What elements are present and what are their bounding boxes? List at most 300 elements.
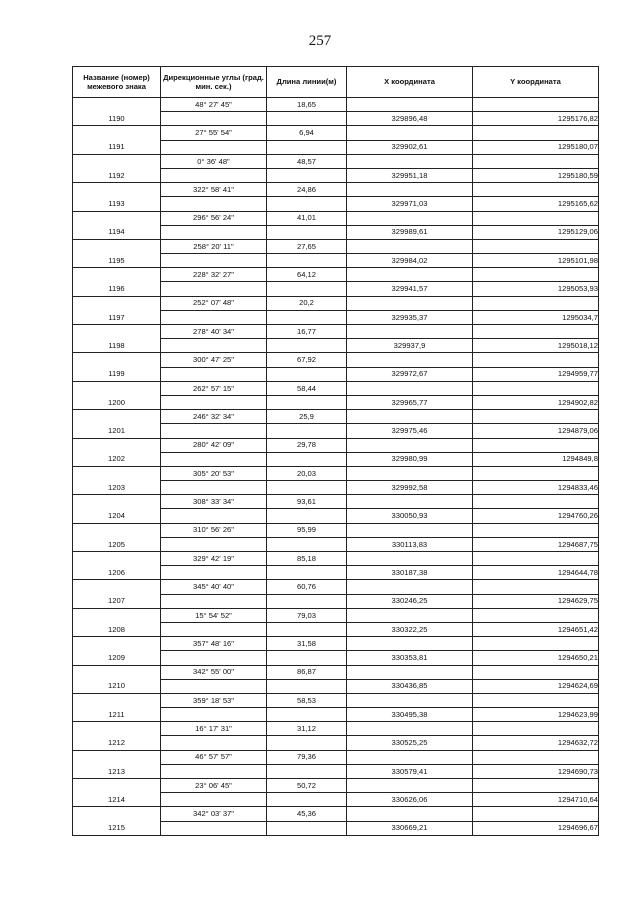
- cell-x: 330579,41: [347, 764, 473, 778]
- point-row: [73, 764, 599, 778]
- cell-x: 330113,83: [347, 537, 473, 551]
- cell-name: 1197: [73, 310, 161, 324]
- cell-angle: 228° 32' 27": [161, 268, 267, 282]
- cell-angle: 258° 20' 11": [161, 239, 267, 253]
- cell-y: 1294710,64: [473, 793, 599, 807]
- cell-name: 1205: [73, 537, 161, 551]
- cell-x: [347, 495, 473, 509]
- cell-angle: 300° 47' 25": [161, 353, 267, 367]
- cell-y: 1294651,42: [473, 622, 599, 636]
- cell-name: [73, 608, 161, 622]
- cell-name: [73, 779, 161, 793]
- cell-angle: 296° 56' 24": [161, 211, 267, 225]
- cell-angle: [161, 594, 267, 608]
- cell-name: 1200: [73, 395, 161, 409]
- segment-row: [73, 807, 599, 821]
- cell-angle: [161, 112, 267, 126]
- cell-length: 79,36: [267, 750, 347, 764]
- cell-x: [347, 523, 473, 537]
- cell-name: [73, 154, 161, 168]
- segment-row: [73, 750, 599, 764]
- cell-x: 329975,46: [347, 424, 473, 438]
- point-row: [73, 566, 599, 580]
- cell-length: [267, 424, 347, 438]
- cell-name: 1207: [73, 594, 161, 608]
- cell-x: 330187,38: [347, 566, 473, 580]
- cell-name: 1194: [73, 225, 161, 239]
- cell-x: 329937,9: [347, 339, 473, 353]
- cell-name: 1195: [73, 254, 161, 268]
- cell-y: 1294629,75: [473, 594, 599, 608]
- cell-y: [473, 325, 599, 339]
- cell-length: [267, 566, 347, 580]
- cell-name: 1193: [73, 197, 161, 211]
- cell-length: [267, 395, 347, 409]
- cell-y: 1294650,21: [473, 651, 599, 665]
- cell-y: [473, 807, 599, 821]
- cell-x: [347, 239, 473, 253]
- cell-name: [73, 807, 161, 821]
- point-row: [73, 821, 599, 835]
- cell-length: [267, 821, 347, 835]
- cell-length: [267, 140, 347, 154]
- cell-x: [347, 410, 473, 424]
- cell-x: 329896,48: [347, 112, 473, 126]
- cell-name: [73, 722, 161, 736]
- cell-angle: [161, 793, 267, 807]
- cell-angle: 262° 57' 15": [161, 381, 267, 395]
- cell-length: 45,36: [267, 807, 347, 821]
- cell-y: [473, 410, 599, 424]
- cell-name: [73, 410, 161, 424]
- cell-y: [473, 693, 599, 707]
- cell-name: [73, 552, 161, 566]
- cell-length: 48,57: [267, 154, 347, 168]
- cell-angle: [161, 736, 267, 750]
- cell-angle: 48° 27' 45": [161, 98, 267, 112]
- cell-x: [347, 296, 473, 310]
- cell-name: [73, 381, 161, 395]
- cell-length: [267, 339, 347, 353]
- cell-y: 1294833,46: [473, 481, 599, 495]
- cell-angle: 310° 56' 26": [161, 523, 267, 537]
- cell-y: [473, 495, 599, 509]
- table-header-row: [73, 67, 599, 98]
- cell-length: 58,53: [267, 693, 347, 707]
- segment-row: [73, 296, 599, 310]
- point-row: [73, 736, 599, 750]
- segment-row: [73, 268, 599, 282]
- cell-y: [473, 552, 599, 566]
- cell-name: 1198: [73, 339, 161, 353]
- point-row: [73, 679, 599, 693]
- cell-length: [267, 112, 347, 126]
- cell-name: [73, 665, 161, 679]
- cell-x: 330626,06: [347, 793, 473, 807]
- point-row: [73, 310, 599, 324]
- segment-row: [73, 466, 599, 480]
- cell-angle: [161, 140, 267, 154]
- point-row: [73, 651, 599, 665]
- cell-length: 6,94: [267, 126, 347, 140]
- cell-name: [73, 523, 161, 537]
- cell-x: [347, 580, 473, 594]
- cell-x: 329951,18: [347, 168, 473, 182]
- cell-angle: 252° 07' 48": [161, 296, 267, 310]
- cell-length: 93,61: [267, 495, 347, 509]
- cell-y: 1294623,99: [473, 708, 599, 722]
- cell-y: 1295018,12: [473, 339, 599, 353]
- cell-x: [347, 381, 473, 395]
- cell-y: 1294644,78: [473, 566, 599, 580]
- cell-length: [267, 764, 347, 778]
- cell-angle: [161, 452, 267, 466]
- cell-x: 329935,37: [347, 310, 473, 324]
- cell-length: [267, 708, 347, 722]
- cell-angle: 345° 40' 40": [161, 580, 267, 594]
- cell-y: 1294632,72: [473, 736, 599, 750]
- cell-angle: [161, 339, 267, 353]
- cell-angle: [161, 424, 267, 438]
- cell-x: 329902,61: [347, 140, 473, 154]
- cell-length: [267, 254, 347, 268]
- point-row: [73, 793, 599, 807]
- cell-y: [473, 296, 599, 310]
- cell-y: 1294624,69: [473, 679, 599, 693]
- cell-length: [267, 168, 347, 182]
- cell-name: [73, 693, 161, 707]
- cell-angle: [161, 566, 267, 580]
- cell-x: 329989,61: [347, 225, 473, 239]
- cell-x: 330669,21: [347, 821, 473, 835]
- point-row: [73, 594, 599, 608]
- cell-angle: [161, 282, 267, 296]
- cell-angle: 357° 48' 16": [161, 637, 267, 651]
- cell-x: [347, 722, 473, 736]
- cell-name: 1196: [73, 282, 161, 296]
- point-row: [73, 708, 599, 722]
- cell-angle: [161, 225, 267, 239]
- cell-name: 1190: [73, 112, 161, 126]
- cell-angle: [161, 509, 267, 523]
- cell-angle: 305° 20' 53": [161, 466, 267, 480]
- cell-length: [267, 225, 347, 239]
- cell-name: [73, 637, 161, 651]
- segment-row: [73, 495, 599, 509]
- cell-name: 1214: [73, 793, 161, 807]
- cell-length: [267, 651, 347, 665]
- cell-angle: [161, 537, 267, 551]
- cell-angle: [161, 764, 267, 778]
- cell-name: 1203: [73, 481, 161, 495]
- cell-length: [267, 793, 347, 807]
- segment-row: [73, 552, 599, 566]
- cell-y: [473, 268, 599, 282]
- segment-row: [73, 353, 599, 367]
- point-row: [73, 197, 599, 211]
- point-row: [73, 622, 599, 636]
- cell-x: 329971,03: [347, 197, 473, 211]
- point-row: [73, 254, 599, 268]
- cell-name: [73, 438, 161, 452]
- cell-angle: [161, 168, 267, 182]
- cell-angle: [161, 395, 267, 409]
- cell-length: 29,78: [267, 438, 347, 452]
- cell-y: [473, 211, 599, 225]
- segment-row: [73, 637, 599, 651]
- cell-x: 329965,77: [347, 395, 473, 409]
- cell-length: 85,18: [267, 552, 347, 566]
- point-row: [73, 225, 599, 239]
- cell-angle: 278° 40' 34": [161, 325, 267, 339]
- cell-y: 1294687,75: [473, 537, 599, 551]
- cell-length: [267, 736, 347, 750]
- cell-length: 79,03: [267, 608, 347, 622]
- cell-x: 329941,57: [347, 282, 473, 296]
- cell-name: 1208: [73, 622, 161, 636]
- cell-x: 330246,25: [347, 594, 473, 608]
- cell-length: 41,01: [267, 211, 347, 225]
- cell-y: 1295180,07: [473, 140, 599, 154]
- cell-name: 1191: [73, 140, 161, 154]
- cell-length: [267, 594, 347, 608]
- cell-x: [347, 779, 473, 793]
- cell-angle: 0° 36' 48": [161, 154, 267, 168]
- point-row: [73, 481, 599, 495]
- cell-length: [267, 622, 347, 636]
- cell-length: [267, 537, 347, 551]
- point-row: [73, 367, 599, 381]
- segment-row: [73, 126, 599, 140]
- cell-x: 330050,93: [347, 509, 473, 523]
- cell-x: [347, 466, 473, 480]
- segment-row: [73, 410, 599, 424]
- cell-length: [267, 197, 347, 211]
- cell-angle: 342° 55' 00": [161, 665, 267, 679]
- point-row: [73, 509, 599, 523]
- cell-name: 1204: [73, 509, 161, 523]
- cell-length: 64,12: [267, 268, 347, 282]
- cell-length: 60,76: [267, 580, 347, 594]
- cell-length: 50,72: [267, 779, 347, 793]
- cell-angle: [161, 367, 267, 381]
- cell-y: [473, 154, 599, 168]
- cell-y: [473, 665, 599, 679]
- segment-row: [73, 183, 599, 197]
- cell-angle: 342° 03' 37": [161, 807, 267, 821]
- cell-length: [267, 679, 347, 693]
- cell-y: [473, 381, 599, 395]
- cell-name: 1215: [73, 821, 161, 835]
- cell-x: 329984,02: [347, 254, 473, 268]
- cell-x: 330495,38: [347, 708, 473, 722]
- cell-y: 1294849,8: [473, 452, 599, 466]
- cell-angle: 27° 55' 54": [161, 126, 267, 140]
- cell-length: 25,9: [267, 410, 347, 424]
- cell-angle: [161, 821, 267, 835]
- cell-y: [473, 580, 599, 594]
- cell-y: 1295180,59: [473, 168, 599, 182]
- point-row: [73, 112, 599, 126]
- cell-angle: 46° 57' 57": [161, 750, 267, 764]
- cell-x: 329980,99: [347, 452, 473, 466]
- cell-y: [473, 183, 599, 197]
- cell-length: 27,65: [267, 239, 347, 253]
- cell-x: [347, 126, 473, 140]
- cell-name: 1213: [73, 764, 161, 778]
- cell-x: [347, 693, 473, 707]
- table-body: [73, 98, 599, 836]
- cell-x: 330353,81: [347, 651, 473, 665]
- cell-x: [347, 807, 473, 821]
- cell-length: [267, 481, 347, 495]
- cell-x: 330436,85: [347, 679, 473, 693]
- page-number: 257: [308, 33, 332, 49]
- cell-angle: [161, 254, 267, 268]
- point-row: [73, 537, 599, 551]
- cell-x: 329972,67: [347, 367, 473, 381]
- cell-y: 1294760,26: [473, 509, 599, 523]
- cell-angle: [161, 708, 267, 722]
- cell-y: [473, 608, 599, 622]
- cell-length: 31,12: [267, 722, 347, 736]
- segment-row: [73, 154, 599, 168]
- cell-length: 20,2: [267, 296, 347, 310]
- cell-y: 1294902,82: [473, 395, 599, 409]
- cell-length: 95,99: [267, 523, 347, 537]
- cell-y: [473, 98, 599, 112]
- cell-x: [347, 608, 473, 622]
- cell-angle: 280° 42' 09": [161, 438, 267, 452]
- segment-row: [73, 523, 599, 537]
- cell-x: [347, 154, 473, 168]
- cell-angle: [161, 679, 267, 693]
- cell-length: [267, 282, 347, 296]
- cell-x: [347, 552, 473, 566]
- cell-length: 86,87: [267, 665, 347, 679]
- header-name: Название (номер) межевого знака: [73, 67, 161, 98]
- cell-angle: 359° 18' 53": [161, 693, 267, 707]
- coordinates-table: [72, 66, 599, 836]
- cell-name: [73, 183, 161, 197]
- cell-name: [73, 325, 161, 339]
- cell-y: 1294879,06: [473, 424, 599, 438]
- segment-row: [73, 381, 599, 395]
- point-row: [73, 424, 599, 438]
- cell-name: 1199: [73, 367, 161, 381]
- cell-x: [347, 665, 473, 679]
- cell-name: [73, 126, 161, 140]
- cell-angle: 16° 17' 31": [161, 722, 267, 736]
- cell-name: 1192: [73, 168, 161, 182]
- cell-y: [473, 126, 599, 140]
- segment-row: [73, 211, 599, 225]
- segment-row: [73, 779, 599, 793]
- cell-y: 1294690,73: [473, 764, 599, 778]
- cell-name: [73, 353, 161, 367]
- cell-length: 67,92: [267, 353, 347, 367]
- cell-y: [473, 438, 599, 452]
- cell-length: 18,65: [267, 98, 347, 112]
- cell-y: 1294696,67: [473, 821, 599, 835]
- cell-y: [473, 722, 599, 736]
- cell-length: 58,44: [267, 381, 347, 395]
- header-length: Длина линии(м): [267, 67, 347, 98]
- point-row: [73, 282, 599, 296]
- cell-angle: 308° 33' 34": [161, 495, 267, 509]
- segment-row: [73, 580, 599, 594]
- cell-name: 1201: [73, 424, 161, 438]
- segment-row: [73, 693, 599, 707]
- cell-y: 1295053,93: [473, 282, 599, 296]
- cell-angle: 23° 06' 45": [161, 779, 267, 793]
- cell-name: [73, 296, 161, 310]
- point-row: [73, 168, 599, 182]
- cell-y: [473, 637, 599, 651]
- cell-y: [473, 466, 599, 480]
- cell-name: [73, 750, 161, 764]
- segment-row: [73, 325, 599, 339]
- cell-y: [473, 353, 599, 367]
- cell-name: 1210: [73, 679, 161, 693]
- cell-y: 1295129,06: [473, 225, 599, 239]
- point-row: [73, 140, 599, 154]
- cell-y: 1295034,7: [473, 310, 599, 324]
- cell-y: 1295176,82: [473, 112, 599, 126]
- segment-row: [73, 239, 599, 253]
- segment-row: [73, 438, 599, 452]
- cell-x: 329992,58: [347, 481, 473, 495]
- cell-name: 1209: [73, 651, 161, 665]
- cell-x: 330322,25: [347, 622, 473, 636]
- cell-length: 31,58: [267, 637, 347, 651]
- cell-name: [73, 268, 161, 282]
- header-x: X координата: [347, 67, 473, 98]
- cell-y: [473, 779, 599, 793]
- cell-length: [267, 509, 347, 523]
- cell-y: 1295165,62: [473, 197, 599, 211]
- cell-name: [73, 239, 161, 253]
- cell-x: [347, 637, 473, 651]
- cell-angle: 15° 54' 52": [161, 608, 267, 622]
- cell-length: [267, 310, 347, 324]
- cell-name: [73, 466, 161, 480]
- cell-length: 20,03: [267, 466, 347, 480]
- cell-angle: [161, 481, 267, 495]
- cell-name: [73, 211, 161, 225]
- cell-angle: 246° 32' 34": [161, 410, 267, 424]
- cell-length: 24,86: [267, 183, 347, 197]
- cell-name: [73, 495, 161, 509]
- cell-x: [347, 98, 473, 112]
- cell-name: 1211: [73, 708, 161, 722]
- cell-name: 1206: [73, 566, 161, 580]
- cell-name: 1202: [73, 452, 161, 466]
- cell-y: [473, 750, 599, 764]
- cell-x: [347, 211, 473, 225]
- segment-row: [73, 608, 599, 622]
- point-row: [73, 452, 599, 466]
- cell-name: [73, 98, 161, 112]
- cell-name: [73, 580, 161, 594]
- segment-row: [73, 722, 599, 736]
- cell-angle: [161, 197, 267, 211]
- cell-y: 1295101,98: [473, 254, 599, 268]
- cell-angle: [161, 310, 267, 324]
- cell-y: 1294959,77: [473, 367, 599, 381]
- point-row: [73, 395, 599, 409]
- cell-length: [267, 367, 347, 381]
